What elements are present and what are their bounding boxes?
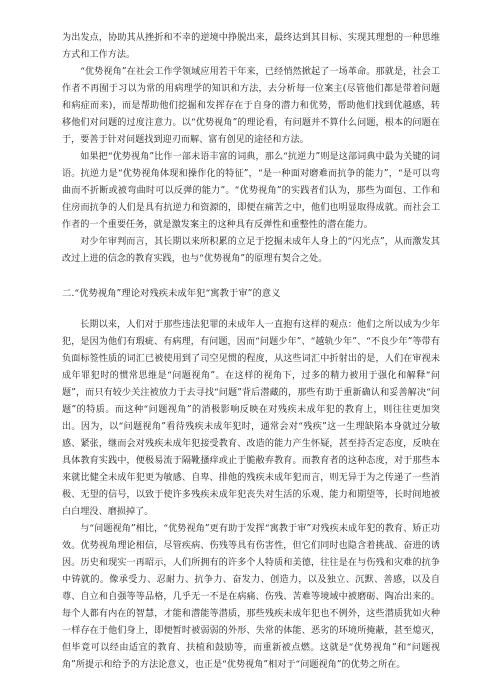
paragraph-social-work-revolution: “优势视角”在社会工作学领域应用若干年来，已经悄然掀起了一场革命。那就是，社会工作者不再囿于习以为常的用病理学的知识和方法，去分析每一位案主(尽管他们都是带着问题和病症而来)，而是帮助他们挖掘和发挥存在于自身的潜力和优势，帮助他们找到优越感，转移他们对问题的过度注意力。以“优势视角”的理论看，有问题并不算什么问题，根本的问题在于，要善于针对问题找到迎刃而解、富有创见的途径和方法。 <box>62 67 440 145</box>
paragraph-strength-perspective: 与“问题视角”相比，“优势视角”更有助于发挥“寓教于审”对残疾未成年犯的教育、矫正功效。优势视角理论相信，尽管疾病、伤残等具有伤害性，但它们同时也隐含着挑战、奋进的诱因。历史和现实一再昭示，人们所拥有的许多个人特质和美德，往往是在与伤残和灾难的抗争中铸就的。像承受力、忍耐力、抗争力、奋发力、创造力，以及独立、沉默、善感，以及自尊、自立和自强等等品格，几乎无一不是在病痛、伤残、苦难等境域中被磨砺、陶冶出来的。每个人都有内在的智慧，才能和潜能等潜质，那些残疾未成年犯也不例外，这些潜质犹如火种一样存在于他们身上，即便暂时被弱弱的外形、失常的体能、恶劣的环境所掩蔽，甚至熄灭，但毕竟可以经由适宜的教育、扶植和鼓励等，而重新被点燃。这就是“优势视角”和“问题视角”所提示和给予的方法论意义，也正是“优势视角”相对于“问题视角”的优势之所在。 <box>62 524 440 670</box>
document-page <box>62 30 440 674</box>
paragraph-juvenile-trial: 对少年审判而言，其长期以来所积累的立足于挖掘未成年人身上的“闪光点”，从而激发其改过上进的信念的教育实践，也与“优势视角”的原理有契合之处。 <box>62 237 440 264</box>
paragraph-intro-continued: 为出发点，协助其从挫折和不幸的逆境中挣脱出来，最终达到其目标、实现其理想的一种思维方式和工作方法。 <box>62 33 440 60</box>
paragraph-problem-perspective: 长期以来，人们对于那些违法犯罪的未成年人一直抱有这样的观点：他们之所以成为少年犯，是因为他们有瑕疵、有病理，有问题，因而“问题少年”、“越轨少年”、“不良少年”等带有负面标签性质的词汇已被使用到了司空见惯的程度，从这些词汇中折射出的是，人们在审视未成年罪犯时的惯常思维是“问题视角”。在这样的视角下，过多的精力被用于强化和解释“问题”，而只有较少关注被放力于去寻找“问题”背后潜藏的，那些有助于重新确认和妥善解决“问题”的特质。而这种“问题视角”的消极影响反映在对残疾未成年犯的教育上，则往往更加突出。因为，以“问题视角”看待残疾未成年犯时，通常会对“残疾”这一生理缺陷本身就过分敏感、紧张，继而会对残疾未成年犯接受教育、改造的能力产生怀疑，甚至持否定态度，反映在具体教育实践中，便极易流于隔靴搔痒或止于脆敝弃教育。而教育者的这种态度，对于那些本来就比健全未成年犯更为敏感、自卑、排他的残疾未成年犯而言，则无异于为之传递了一些消极、无望的信号，以致于使许多残疾未成年犯丧失对生活的乐观、能力和期望等，长时间地被白白埋没、磨损掉了。 <box>62 320 440 517</box>
section-title: 二.“优势视角”理论对残疾未成年犯“寓教于审”的意义 <box>62 288 281 299</box>
paragraph-resilience: 如果把“优势视角”比作一部未语丰富的词典，那么“抗逆力”则是这部词典中最为关键的词语。抗逆力是“优势视角体现和操作化的特征”，“是一种面对磨难而抗争的能力”，“是可以弯曲而不折断或被弯曲时可以反弹的能力”。“优势视角”的实践者们认为，那些为面包、工作和住房而抗争的人们是具有抗逆力和资源的，即便在痛苦之中，他们也明显取得成就。而社会工作者的一个重要任务，就是激发案主的这种具有反弹性和重整性的潜在能力。 <box>62 152 440 230</box>
